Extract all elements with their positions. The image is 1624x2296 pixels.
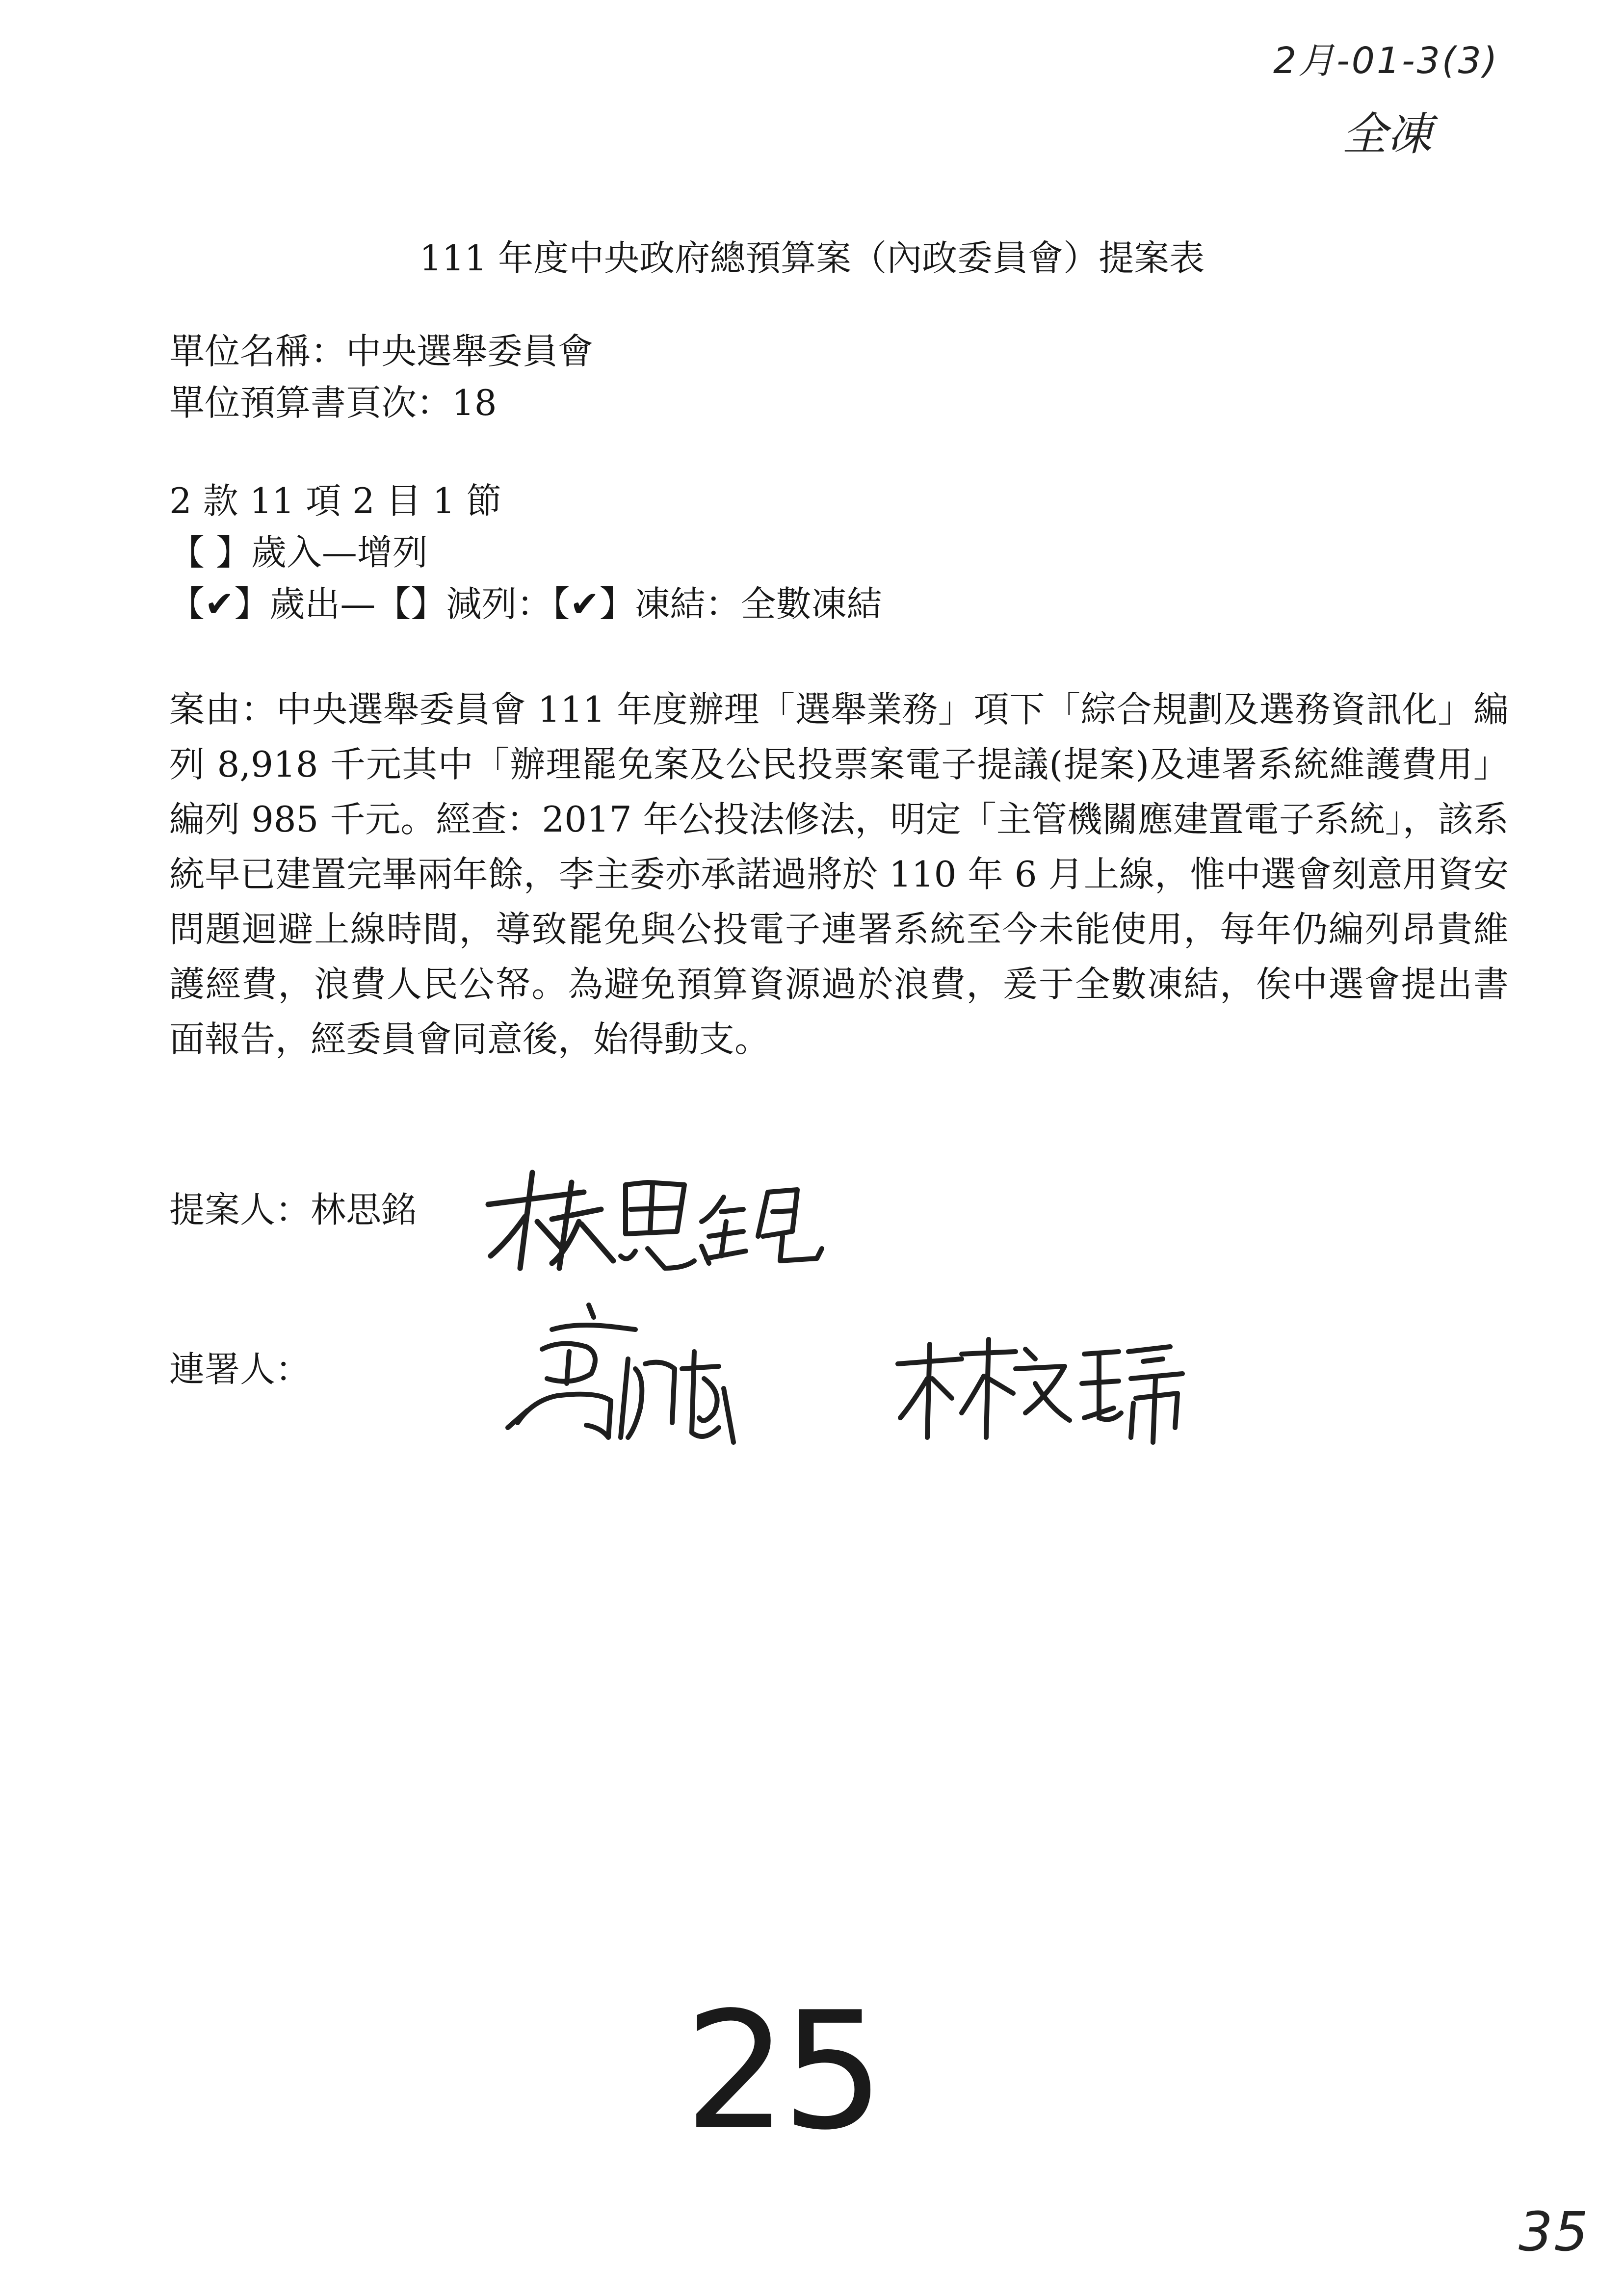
proposer-signature: [478, 1163, 851, 1282]
budget-page-number: 單位預算書頁次：18: [169, 382, 497, 423]
cosigner-signature-1: [488, 1295, 763, 1454]
handwritten-page-number: 35: [1519, 2200, 1589, 2263]
proposal-reason: 案由：中央選舉委員會 111 年度辦理「選舉業務」項下「綜合規劃及選務資訊化」編列 8,918 千元其中「辦理罷免案及公民投票案電子提議(提案)及連署系統維護費用」編列 985 千元。經查：2017 年公投法修法，明定「主管機關應建置電子系統」，該系統早已建置完畢兩年餘，李主委亦承諾過將於 110 年 6 月上線，惟中選會刻意用資安問題迴避上線時間，導致罷免與公投電子連署系統至今未能使用，每年仍編列昂貴維護經費，浪費人民公帑。為避免預算資源過於浪費，爰于全數凍結，俟中選會提出書面報告，經委員會同意後，始得動支。: [169, 689, 1509, 1060]
revenue-increase-line: 【 】歲入—增列: [169, 532, 428, 573]
cosigner-signature-2: [888, 1325, 1241, 1454]
handwritten-freeze-note: 全凍: [1342, 108, 1433, 160]
page-title: 111 年度中央政府總預算案（內政委員會）提案表: [419, 237, 1205, 279]
handwritten-sequence-number: 25: [684, 1977, 879, 2166]
expense-freeze-line: 【✔】歲出—【】減列：【✔】凍結：全數凍結: [169, 583, 882, 625]
budget-item-code: 2 款 11 項 2 目 1 節: [169, 480, 502, 522]
unit-name: 單位名稱：中央選舉委員會: [169, 331, 594, 372]
handwritten-reference-code: 2月-01-3(3): [1273, 40, 1499, 82]
proposer-label: 提案人：林思銘: [169, 1189, 417, 1230]
cosigner-label: 連署人：: [169, 1349, 311, 1390]
